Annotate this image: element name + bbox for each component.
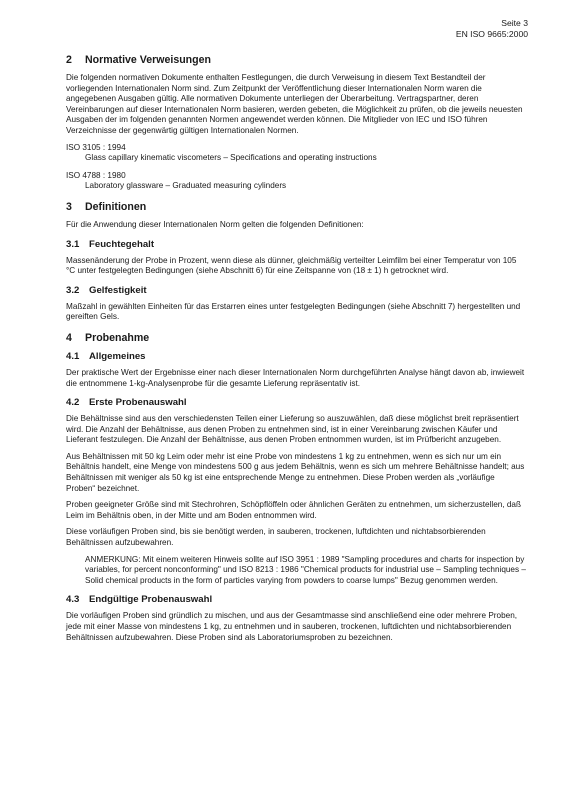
section-heading bbox=[66, 201, 526, 214]
subsection-number: 4.1 bbox=[66, 350, 80, 362]
subsection-number: 3.2 bbox=[66, 284, 80, 296]
reference-title: Glass capillary kinematic viscometers – Specifications and operating instructions bbox=[85, 153, 377, 163]
paragraph: Proben geeigneter Größe sind mit Stechrohren, Schöpflöffeln oder ähnlichen Geräten zu entnehmen, um sicherzustellen, daß Leim im Behältnis oben, in der Mitte und am Boden entnommen wird. bbox=[66, 500, 521, 520]
subsection-heading bbox=[66, 285, 526, 297]
page-number: Seite 3 bbox=[501, 18, 528, 28]
section-number: 2 bbox=[66, 54, 72, 66]
reference-code: ISO 3105 : 1994 bbox=[66, 142, 126, 152]
paragraph: Diese vorläufigen Proben sind, bis sie benötigt werden, in sauberen, trockenen, luftdichten und nichtabsorbierenden Behältnissen aufzubewahren. bbox=[66, 527, 486, 548]
section-heading bbox=[66, 54, 526, 67]
reference-title: Laboratory glassware – Graduated measuring cylinders bbox=[85, 181, 287, 191]
subsection-heading bbox=[66, 594, 526, 606]
page-header bbox=[456, 18, 528, 40]
paragraph: Die folgenden normativen Dokumente enthalten Festlegungen, die durch Verweisung in diesem Text Bestandteil der vorliegenden Internationalen Norm sind. Zum Zeitpunkt der Veröffentlichung dieser Internationalen Norm waren die angegebenen Ausgaben gültig. Alle normativen Dokumente unterliegen der Überarbeitung. Vertragspartner, deren Vereinbarungen auf dieser Internationalen Norm basieren, werden gebeten, die Möglichkeit zu prüfen, ob die jeweils neuesten Ausgaben der im folgenden genannten Normen angewendet werden können. Die Mitglieder von IEC und ISO führen Verzeichnisse der gegenwärtig gültigen Internationalen Normen. bbox=[66, 73, 523, 135]
paragraph: Die Behältnisse sind aus den verschiedensten Teilen einer Lieferung so auszuwählen, daß diese möglichst breit repräsentiert wird. Die Anzahl der Behältnisse, aus denen Proben zu entnehmen sind, ist in einer Vereinbarung zwischen Käufer und Lieferant festzulegen. Die Anzahl der Behältnisse, aus denen Proben entnommen wurden, ist im Prüfbericht anzugeben. bbox=[66, 414, 519, 445]
section-number: 4 bbox=[66, 331, 72, 344]
paragraph: Die vorläufigen Proben sind gründlich zu mischen, und aus der Gesamtmasse sind anschließend eine oder mehrere Proben, jede mit einer Masse von mindestens 1 kg, zu entnehmen und in sauberen, trockenen, luftdichten und nichtabsorbierenden Behältnissen aufzubewahren. Diese Proben sind als Laboratoriumsproben zu bezeichnen. bbox=[66, 611, 518, 642]
document-body bbox=[66, 54, 526, 649]
paragraph: Der praktische Wert der Ergebnisse einer nach dieser Internationalen Norm durchgeführten Analyse hängt davon ab, inwieweit die entnommene 1-kg-Analysenprobe für die gesamte Lieferung repräsentativ ist. bbox=[66, 367, 525, 388]
note: ANMERKUNG: Mit einem weiteren Hinweis sollte auf ISO 3951 : 1989 "Sampling procedures and charts for inspection by variables, for percent nonconforming" und ISO 8213 : 1986 "Chemical products for industrial use – Sampling techniques – Solid chemical products in the form of particles varying from powders to coarse lumps" Bezug genommen werden. bbox=[85, 554, 526, 585]
section-title: Normative Verweisungen bbox=[85, 54, 211, 66]
reference-code: ISO 4788 : 1980 bbox=[66, 170, 126, 180]
section-heading bbox=[66, 332, 526, 345]
paragraph: Aus Behältnissen mit 50 kg Leim oder mehr ist eine Probe von mindestens 1 kg zu entnehmen, wenn es sich nur um ein Behältnis handelt, eine Menge von mindestens 500 g aus jedem Behältnis, wenn es sich um mehrere Behältnisse handelt; aus Behältnissen mit weniger als 50 kg ist eine entsprechende Menge zu entnehmen. Diese Proben werden als „vorläufige Proben“ bezeichnet. bbox=[66, 451, 525, 493]
section-number: 3 bbox=[66, 200, 72, 213]
subsection-title: Erste Probenauswahl bbox=[89, 397, 187, 409]
subsection-number: 3.1 bbox=[66, 238, 80, 250]
paragraph: Für die Anwendung dieser Internationalen Norm gelten die folgenden Definitionen: bbox=[66, 219, 364, 229]
paragraph: Massenänderung der Probe in Prozent, wenn diese als dünner, gleichmäßig verteilter Leimfilm bei einer Temperatur von 105 °C unter festgelegten Bedingungen (siehe Abschnitt 6) für eine Zeitspanne von (18 ± 1) h getrocknet wird. bbox=[66, 255, 517, 276]
subsection-number: 4.2 bbox=[66, 397, 80, 409]
section-title: Probenahme bbox=[85, 331, 150, 344]
subsection-number: 4.3 bbox=[66, 594, 80, 606]
subsection-heading bbox=[66, 239, 526, 251]
paragraph: Maßzahl in gewählten Einheiten für das Erstarren eines unter festgelegten Bedingungen (siehe Abschnitt 7) hergestellten und gereiften Gels. bbox=[66, 301, 521, 322]
subsection-title: Gelfestigkeit bbox=[89, 284, 147, 296]
subsection-heading bbox=[66, 351, 526, 363]
subsection-heading bbox=[66, 397, 526, 409]
subsection-title: Endgültige Probenauswahl bbox=[89, 594, 213, 606]
subsection-title: Feuchtegehalt bbox=[89, 238, 155, 250]
section-title: Definitionen bbox=[85, 200, 147, 213]
subsection-title: Allgemeines bbox=[89, 350, 146, 362]
standard-number: EN ISO 9665:2000 bbox=[455, 29, 528, 39]
